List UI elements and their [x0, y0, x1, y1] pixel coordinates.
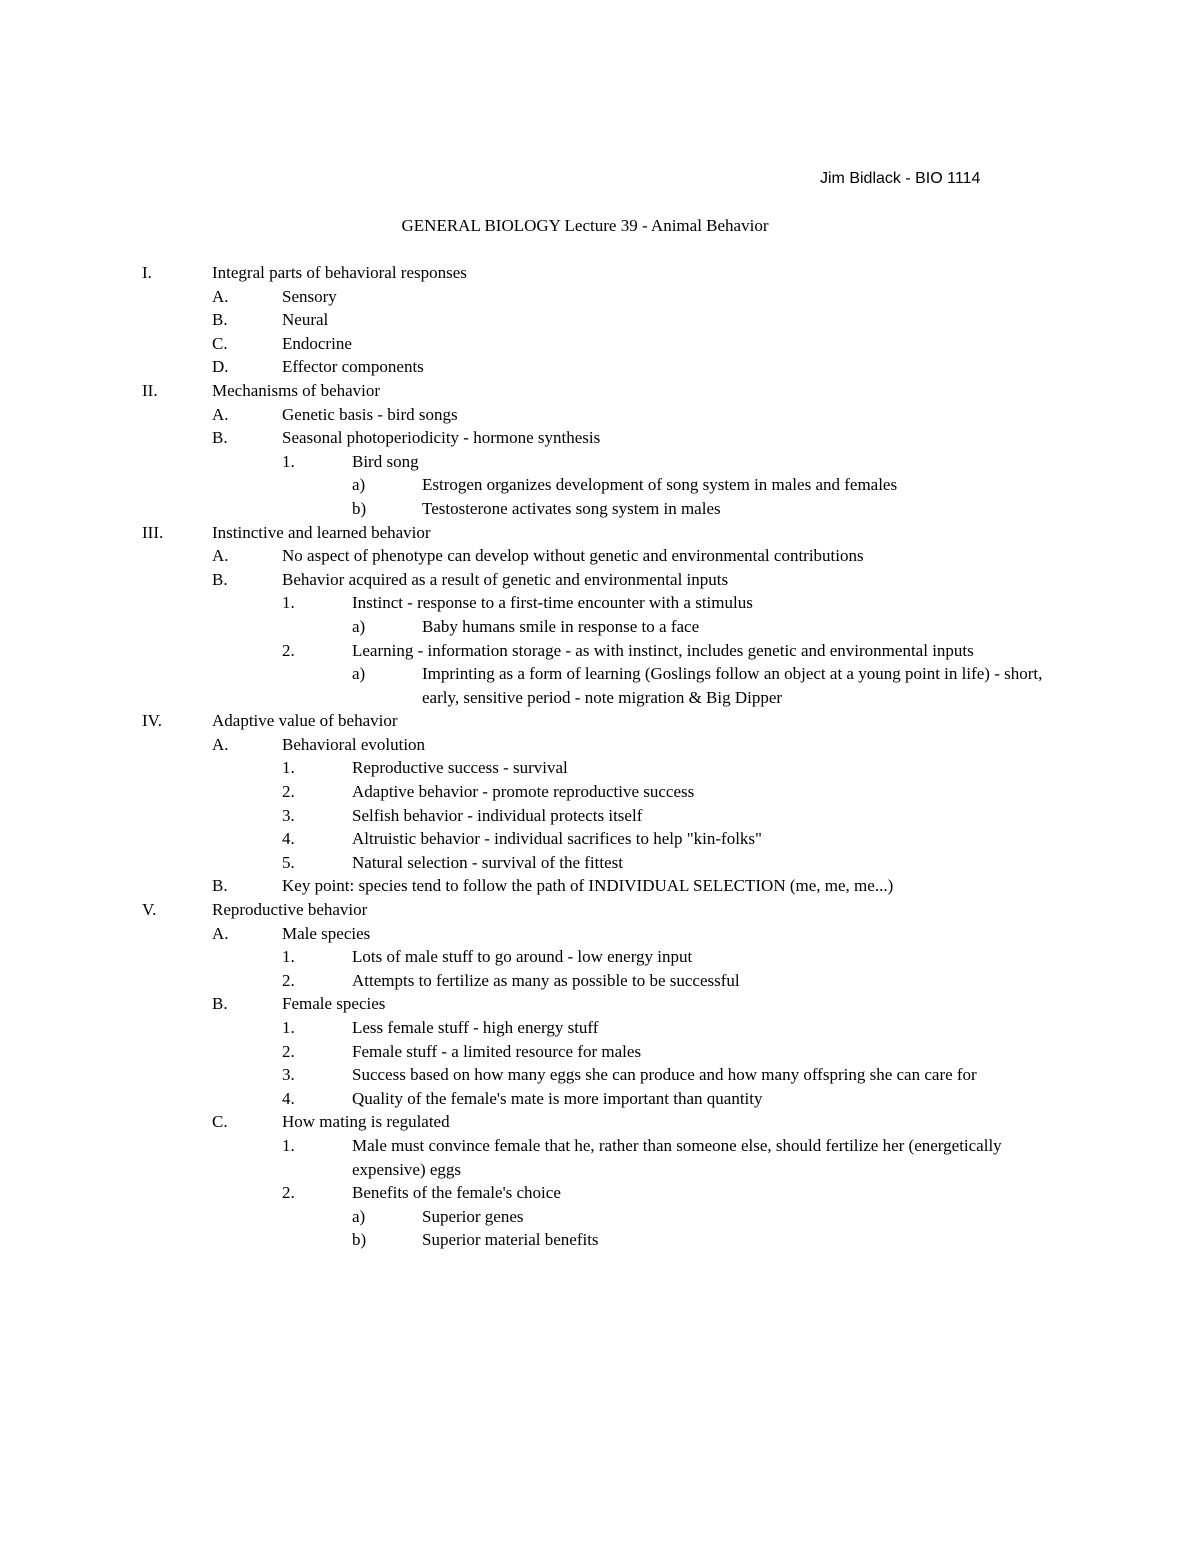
outline-item-level-2 — [142, 874, 1082, 898]
outline-item-text: Benefits of the female's choice — [352, 1183, 561, 1203]
outline-item-number: C. — [212, 333, 228, 353]
outline-item-level-2 — [142, 403, 1082, 427]
outline-item-level-3 — [142, 756, 1082, 780]
outline-item-number: A. — [212, 404, 229, 424]
outline-item-level-3 — [142, 639, 1082, 663]
outline-item-text: Reproductive behavior — [212, 900, 368, 920]
outline-item-level-2 — [142, 285, 1082, 309]
outline-item-number: II. — [142, 380, 158, 400]
outline-item-level-4 — [142, 473, 1082, 497]
outline-item-text: Selfish behavior - individual protects itself — [352, 805, 643, 825]
outline-item-text: Male species — [282, 923, 371, 943]
outline-item-text: Genetic basis - bird songs — [282, 404, 458, 424]
outline-item-level-4 — [142, 615, 1082, 639]
outline-item-level-2 — [142, 332, 1082, 356]
outline-item-text: Key point: species tend to follow the path of INDIVIDUAL SELECTION (me, me, me...) — [282, 876, 894, 896]
outline-item-level-3 — [142, 450, 1082, 474]
outline-item-number: A. — [212, 923, 229, 943]
outline-item-text: Effector components — [282, 357, 424, 377]
outline-item-text: Sensory — [282, 286, 337, 306]
outline-item-number: a) — [352, 1206, 366, 1226]
outline-item-text: Instinctive and learned behavior — [212, 522, 431, 542]
outline-item-level-2 — [142, 568, 1082, 592]
outline-item-text: Instinct - response to a first-time encounter with a stimulus — [352, 593, 753, 613]
outline-item-level-3 — [142, 1016, 1082, 1040]
outline-item-text: Baby humans smile in response to a face — [422, 616, 700, 636]
outline-item-level-3 — [142, 1040, 1082, 1064]
outline-item-text: How mating is regulated — [282, 1112, 450, 1132]
outline-item-level-2 — [142, 355, 1082, 379]
outline-item-text: Male must convince female that he, rather than someone else, should fertilize her (energetically expensive) eggs — [352, 1135, 1002, 1179]
outline-item-text: Superior genes — [422, 1206, 524, 1226]
outline-item-level-4 — [142, 1205, 1082, 1229]
outline-item-number: a) — [352, 616, 366, 636]
outline-item-text: Adaptive value of behavior — [212, 711, 398, 731]
outline-item-number: B. — [212, 428, 228, 448]
outline-item-level-3 — [142, 804, 1082, 828]
outline-item-number: B. — [212, 994, 228, 1014]
outline-item-text: Lots of male stuff to go around - low energy input — [352, 947, 693, 967]
outline-item-number: V. — [142, 900, 157, 920]
outline-item-level-2 — [142, 544, 1082, 568]
outline-item-level-3 — [142, 1134, 1082, 1181]
outline-item-number: 3. — [282, 1065, 295, 1085]
outline-item-level-4 — [142, 497, 1082, 521]
outline-item-text: Quality of the female's mate is more important than quantity — [352, 1088, 763, 1108]
outline-item-number: C. — [212, 1112, 228, 1132]
outline-item-level-3 — [142, 945, 1082, 969]
outline-item-number: 2. — [282, 1041, 295, 1061]
outline-item-level-4 — [142, 662, 1082, 709]
outline-item-level-2 — [142, 992, 1082, 1016]
outline-item-number: A. — [212, 286, 229, 306]
outline-item-text: Female stuff - a limited resource for males — [352, 1041, 642, 1061]
outline-item-number: 2. — [282, 970, 295, 990]
outline-item-number: 2. — [282, 1183, 295, 1203]
outline-item-number: a) — [352, 475, 366, 495]
outline-item-number: B. — [212, 310, 228, 330]
outline-item-number: A. — [212, 734, 229, 754]
outline-item-number: b) — [352, 498, 367, 518]
outline-item-text: Neural — [282, 310, 329, 330]
author-course-header: Jim Bidlack - BIO 1114 — [820, 170, 981, 187]
outline-item-text: Altruistic behavior - individual sacrifices to help "kin-folks" — [352, 829, 762, 849]
outline-item-level-3 — [142, 1063, 1082, 1087]
outline-item-text: Endocrine — [282, 333, 352, 353]
outline-item-level-3 — [142, 1181, 1082, 1205]
outline-item-number: B. — [212, 876, 228, 896]
outline-item-text: No aspect of phenotype can develop without genetic and environmental contributions — [282, 546, 864, 566]
outline-item-level-3 — [142, 827, 1082, 851]
outline-item-number: 1. — [282, 593, 295, 613]
outline-item-number: 1. — [282, 1135, 295, 1155]
outline-item-text: Learning - information storage - as with instinct, includes genetic and environmental inputs — [352, 640, 974, 660]
outline-item-level-3 — [142, 1087, 1082, 1111]
outline-item-level-4 — [142, 1228, 1082, 1252]
lecture-outline — [142, 261, 1082, 1252]
outline-item-number: 1. — [282, 1018, 295, 1037]
outline-item-text: Success based on how many eggs she can produce and how many offspring she can care for — [352, 1065, 977, 1085]
outline-item-level-3 — [142, 969, 1082, 993]
outline-item-text: Superior material benefits — [422, 1230, 599, 1250]
outline-item-level-1 — [142, 261, 1082, 285]
outline-item-text: Estrogen organizes development of song system in males and females — [422, 475, 898, 495]
outline-item-number: 3. — [282, 805, 295, 825]
outline-item-text: Seasonal photoperiodicity - hormone synthesis — [282, 428, 601, 448]
outline-item-number: A. — [212, 546, 229, 566]
outline-item-number: 5. — [282, 852, 295, 872]
outline-item-level-2 — [142, 1110, 1082, 1134]
outline-item-number: 1. — [282, 758, 295, 778]
page-title: GENERAL BIOLOGY Lecture 39 - Animal Behavior — [401, 216, 769, 235]
outline-item-level-2 — [142, 922, 1082, 946]
outline-item-text: Reproductive success - survival — [352, 758, 568, 778]
outline-item-number: IV. — [142, 711, 162, 731]
outline-item-level-2 — [142, 426, 1082, 450]
outline-item-level-1 — [142, 521, 1082, 545]
outline-item-level-3 — [142, 780, 1082, 804]
outline-item-number: 1. — [282, 451, 295, 471]
outline-item-text: Natural selection - survival of the fittest — [352, 852, 623, 872]
outline-item-number: 4. — [282, 829, 295, 849]
outline-item-text: Less female stuff - high energy stuff — [352, 1018, 599, 1037]
outline-item-text: Attempts to fertilize as many as possible to be successful — [352, 970, 740, 990]
outline-item-text: Mechanisms of behavior — [212, 380, 381, 400]
outline-item-number: I. — [142, 263, 152, 282]
outline-item-text: Adaptive behavior - promote reproductive success — [352, 782, 695, 802]
outline-item-number: III. — [142, 522, 164, 542]
outline-item-number: b) — [352, 1230, 367, 1250]
outline-item-level-1 — [142, 709, 1082, 733]
outline-item-text: Bird song — [352, 451, 419, 471]
outline-item-text: Behavioral evolution — [282, 734, 426, 754]
outline-item-number: 1. — [282, 947, 295, 967]
outline-item-level-1 — [142, 379, 1082, 403]
outline-item-text: Behavior acquired as a result of genetic and environmental inputs — [282, 569, 729, 589]
outline-item-text: Female species — [282, 994, 386, 1014]
outline-item-number: 2. — [282, 640, 295, 660]
outline-item-number: 2. — [282, 782, 295, 802]
outline-item-number: 4. — [282, 1088, 295, 1108]
outline-item-number: D. — [212, 357, 229, 377]
outline-item-level-3 — [142, 851, 1082, 875]
outline-item-level-2 — [142, 733, 1082, 757]
outline-item-text: Imprinting as a form of learning (Goslings follow an object at a young point in life) - short, early, sensitive period - note migration & Big Dipper — [422, 664, 1043, 707]
outline-item-level-1 — [142, 898, 1082, 922]
outline-item-level-2 — [142, 308, 1082, 332]
outline-item-text: Integral parts of behavioral responses — [212, 263, 467, 282]
outline-item-level-3 — [142, 591, 1082, 615]
outline-item-number: B. — [212, 569, 228, 589]
outline-item-text: Testosterone activates song system in males — [422, 498, 721, 518]
outline-item-number: a) — [352, 664, 366, 684]
